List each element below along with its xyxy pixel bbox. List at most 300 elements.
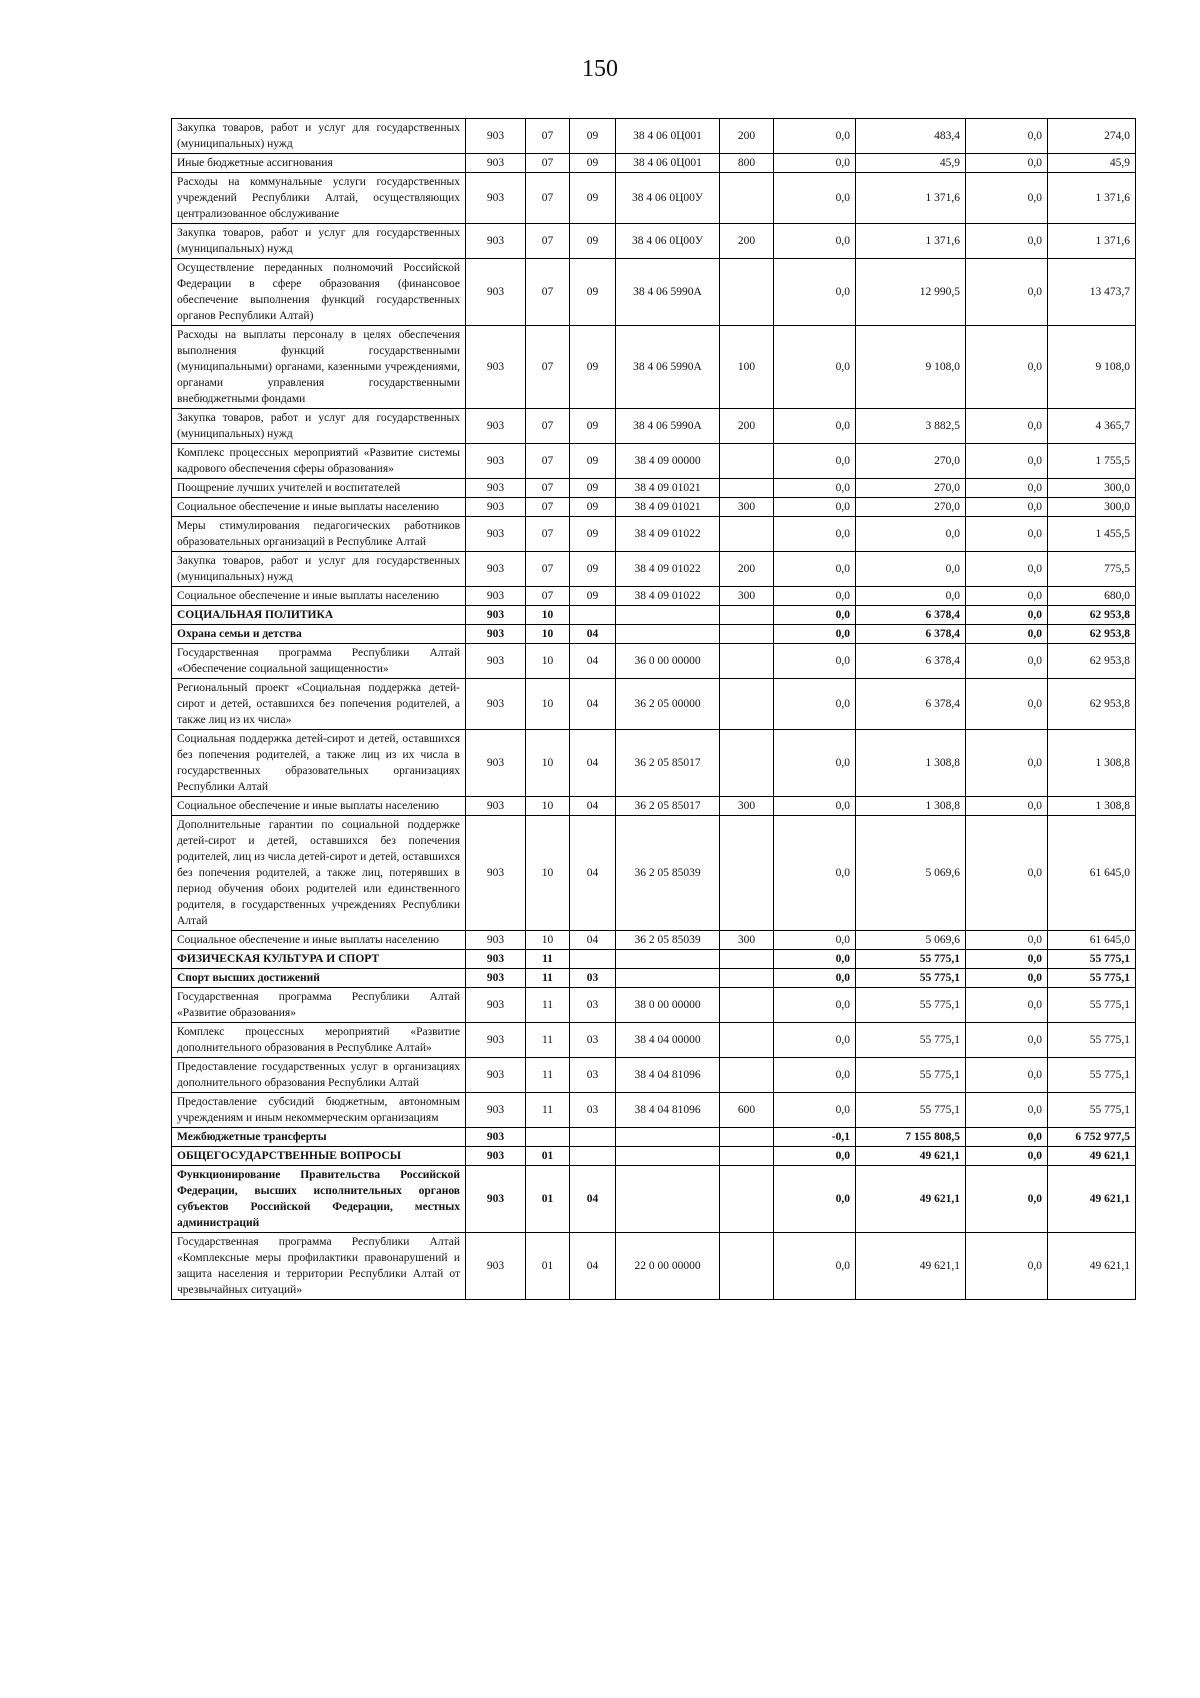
- cell-grbs: 903: [466, 444, 526, 479]
- cell-expense-type: 600: [720, 1093, 774, 1128]
- row-name: ФИЗИЧЕСКАЯ КУЛЬТУРА И СПОРТ: [172, 950, 466, 969]
- cell-expense-type: [720, 517, 774, 552]
- cell-grbs: 903: [466, 950, 526, 969]
- cell-amount-4: 1 371,6: [1048, 224, 1136, 259]
- row-name: Социальное обеспечение и иные выплаты населению: [172, 498, 466, 517]
- cell-amount-3: 0,0: [966, 326, 1048, 409]
- cell-amount-2: 9 108,0: [856, 326, 966, 409]
- cell-amount-1: 0,0: [774, 409, 856, 444]
- cell-amount-2: 45,9: [856, 154, 966, 173]
- row-name: ОБЩЕГОСУДАРСТВЕННЫЕ ВОПРОСЫ: [172, 1147, 466, 1166]
- row-name: Государственная программа Республики Алтай «Развитие образования»: [172, 988, 466, 1023]
- cell-subsection: 09: [570, 552, 616, 587]
- cell-amount-1: 0,0: [774, 479, 856, 498]
- cell-expense-type: [720, 479, 774, 498]
- cell-subsection: 04: [570, 931, 616, 950]
- table-row: [172, 587, 1136, 606]
- cell-amount-2: 7 155 808,5: [856, 1128, 966, 1147]
- cell-amount-2: 6 378,4: [856, 679, 966, 730]
- row-name: Социальное обеспечение и иные выплаты населению: [172, 931, 466, 950]
- cell-amount-2: 49 621,1: [856, 1233, 966, 1300]
- cell-expense-type: 300: [720, 587, 774, 606]
- cell-amount-2: 1 308,8: [856, 797, 966, 816]
- cell-grbs: 903: [466, 816, 526, 931]
- cell-target-article: [616, 625, 720, 644]
- row-name: Межбюджетные трансферты: [172, 1128, 466, 1147]
- cell-amount-4: 1 455,5: [1048, 517, 1136, 552]
- table-row: [172, 679, 1136, 730]
- row-name: Охрана семьи и детства: [172, 625, 466, 644]
- cell-expense-type: [720, 816, 774, 931]
- cell-subsection: 03: [570, 1093, 616, 1128]
- cell-amount-4: 62 953,8: [1048, 644, 1136, 679]
- cell-target-article: 38 4 06 0Ц00У: [616, 173, 720, 224]
- cell-target-article: 38 4 06 5990А: [616, 326, 720, 409]
- table-row: [172, 969, 1136, 988]
- cell-subsection: 09: [570, 444, 616, 479]
- cell-grbs: 903: [466, 644, 526, 679]
- cell-target-article: 22 0 00 00000: [616, 1233, 720, 1300]
- table-row: [172, 816, 1136, 931]
- cell-amount-3: 0,0: [966, 730, 1048, 797]
- cell-expense-type: 300: [720, 931, 774, 950]
- cell-amount-1: 0,0: [774, 154, 856, 173]
- cell-amount-1: 0,0: [774, 587, 856, 606]
- cell-amount-1: 0,0: [774, 1233, 856, 1300]
- cell-section: 07: [526, 444, 570, 479]
- cell-amount-4: 775,5: [1048, 552, 1136, 587]
- table-row: [172, 517, 1136, 552]
- cell-amount-3: 0,0: [966, 552, 1048, 587]
- cell-section: 10: [526, 931, 570, 950]
- table-row: [172, 1058, 1136, 1093]
- cell-grbs: 903: [466, 517, 526, 552]
- cell-grbs: 903: [466, 173, 526, 224]
- cell-grbs: 903: [466, 1058, 526, 1093]
- cell-amount-1: -0,1: [774, 1128, 856, 1147]
- cell-amount-1: 0,0: [774, 950, 856, 969]
- cell-section: 10: [526, 606, 570, 625]
- cell-amount-3: 0,0: [966, 988, 1048, 1023]
- cell-target-article: 36 2 05 85017: [616, 797, 720, 816]
- table-row: [172, 154, 1136, 173]
- cell-grbs: 903: [466, 679, 526, 730]
- cell-grbs: 903: [466, 498, 526, 517]
- cell-subsection: 03: [570, 1023, 616, 1058]
- table-row: [172, 931, 1136, 950]
- cell-amount-1: 0,0: [774, 552, 856, 587]
- cell-target-article: 38 4 06 0Ц00У: [616, 224, 720, 259]
- cell-amount-3: 0,0: [966, 625, 1048, 644]
- cell-target-article: 38 4 09 01021: [616, 498, 720, 517]
- page-number: 150: [582, 56, 618, 82]
- cell-subsection: 04: [570, 644, 616, 679]
- cell-grbs: 903: [466, 1147, 526, 1166]
- cell-amount-3: 0,0: [966, 1093, 1048, 1128]
- row-name: Осуществление переданных полномочий Российской Федерации в сфере образования (финансовое обеспечение выполнения функций государственных органов Республики Алтай): [172, 259, 466, 326]
- cell-target-article: 36 2 05 00000: [616, 679, 720, 730]
- table-row: [172, 644, 1136, 679]
- cell-section: 07: [526, 587, 570, 606]
- cell-expense-type: [720, 173, 774, 224]
- cell-expense-type: [720, 1023, 774, 1058]
- cell-subsection: 04: [570, 1166, 616, 1233]
- cell-amount-2: 0,0: [856, 517, 966, 552]
- cell-target-article: 36 2 05 85039: [616, 816, 720, 931]
- cell-section: 11: [526, 1058, 570, 1093]
- cell-amount-4: 55 775,1: [1048, 988, 1136, 1023]
- table-row: [172, 224, 1136, 259]
- cell-amount-3: 0,0: [966, 969, 1048, 988]
- cell-amount-1: 0,0: [774, 931, 856, 950]
- cell-subsection: 09: [570, 326, 616, 409]
- cell-subsection: [570, 1147, 616, 1166]
- cell-grbs: 903: [466, 931, 526, 950]
- cell-amount-4: 49 621,1: [1048, 1147, 1136, 1166]
- cell-amount-1: 0,0: [774, 644, 856, 679]
- cell-grbs: 903: [466, 587, 526, 606]
- cell-amount-2: 55 775,1: [856, 1093, 966, 1128]
- cell-expense-type: [720, 969, 774, 988]
- table-row: [172, 1093, 1136, 1128]
- cell-amount-4: 49 621,1: [1048, 1233, 1136, 1300]
- cell-amount-2: 55 775,1: [856, 950, 966, 969]
- table-row: [172, 606, 1136, 625]
- cell-amount-1: 0,0: [774, 730, 856, 797]
- cell-section: 10: [526, 730, 570, 797]
- cell-amount-1: 0,0: [774, 679, 856, 730]
- cell-target-article: 38 4 06 5990А: [616, 409, 720, 444]
- cell-amount-2: 5 069,6: [856, 816, 966, 931]
- cell-amount-3: 0,0: [966, 444, 1048, 479]
- cell-amount-1: 0,0: [774, 1023, 856, 1058]
- cell-subsection: 09: [570, 173, 616, 224]
- cell-expense-type: 200: [720, 119, 774, 154]
- cell-amount-2: 49 621,1: [856, 1147, 966, 1166]
- cell-section: 11: [526, 988, 570, 1023]
- row-name: Социальное обеспечение и иные выплаты населению: [172, 797, 466, 816]
- cell-amount-3: 0,0: [966, 173, 1048, 224]
- table-row: [172, 1147, 1136, 1166]
- cell-expense-type: 200: [720, 409, 774, 444]
- cell-section: 07: [526, 552, 570, 587]
- cell-subsection: 09: [570, 409, 616, 444]
- cell-amount-4: 62 953,8: [1048, 606, 1136, 625]
- cell-amount-1: 0,0: [774, 1147, 856, 1166]
- cell-grbs: 903: [466, 988, 526, 1023]
- row-name: Функционирование Правительства Российской Федерации, высших исполнительных органов субъектов Российской Федерации, местных администраций: [172, 1166, 466, 1233]
- cell-target-article: 36 2 05 85039: [616, 931, 720, 950]
- cell-section: 11: [526, 969, 570, 988]
- cell-expense-type: 300: [720, 498, 774, 517]
- cell-amount-4: 680,0: [1048, 587, 1136, 606]
- cell-section: 10: [526, 816, 570, 931]
- cell-target-article: 38 4 09 01022: [616, 517, 720, 552]
- cell-amount-2: 270,0: [856, 498, 966, 517]
- table-row: [172, 173, 1136, 224]
- table-row: [172, 950, 1136, 969]
- cell-amount-4: 62 953,8: [1048, 679, 1136, 730]
- cell-amount-1: 0,0: [774, 517, 856, 552]
- cell-section: 07: [526, 224, 570, 259]
- cell-amount-3: 0,0: [966, 119, 1048, 154]
- table-row: [172, 409, 1136, 444]
- cell-subsection: 09: [570, 517, 616, 552]
- cell-subsection: [570, 950, 616, 969]
- cell-section: 07: [526, 479, 570, 498]
- cell-amount-2: 5 069,6: [856, 931, 966, 950]
- cell-target-article: 38 4 04 00000: [616, 1023, 720, 1058]
- table-row: [172, 1166, 1136, 1233]
- cell-amount-3: 0,0: [966, 1166, 1048, 1233]
- cell-amount-3: 0,0: [966, 644, 1048, 679]
- cell-amount-3: 0,0: [966, 1058, 1048, 1093]
- cell-amount-4: 55 775,1: [1048, 950, 1136, 969]
- cell-amount-1: 0,0: [774, 969, 856, 988]
- row-name: Иные бюджетные ассигнования: [172, 154, 466, 173]
- cell-target-article: [616, 969, 720, 988]
- cell-amount-2: 1 308,8: [856, 730, 966, 797]
- cell-grbs: 903: [466, 552, 526, 587]
- cell-amount-2: 1 371,6: [856, 224, 966, 259]
- cell-section: 10: [526, 625, 570, 644]
- cell-target-article: [616, 1166, 720, 1233]
- cell-expense-type: [720, 1147, 774, 1166]
- cell-amount-4: 1 371,6: [1048, 173, 1136, 224]
- row-name: Закупка товаров, работ и услуг для государственных (муниципальных) нужд: [172, 552, 466, 587]
- cell-amount-1: 0,0: [774, 498, 856, 517]
- cell-expense-type: [720, 730, 774, 797]
- cell-expense-type: 200: [720, 224, 774, 259]
- cell-subsection: 09: [570, 224, 616, 259]
- cell-amount-4: 9 108,0: [1048, 326, 1136, 409]
- cell-amount-2: 55 775,1: [856, 1023, 966, 1058]
- cell-subsection: 09: [570, 119, 616, 154]
- cell-target-article: [616, 1147, 720, 1166]
- cell-grbs: 903: [466, 479, 526, 498]
- table-row: [172, 797, 1136, 816]
- cell-amount-2: 270,0: [856, 479, 966, 498]
- cell-amount-1: 0,0: [774, 1093, 856, 1128]
- row-name: Дополнительные гарантии по социальной поддержке детей-сирот и детей, оставшихся без попечения родителей, лиц из числа детей-сирот и детей, оставшихся без попечения родителей, а также лиц, потерявших в период обучения обоих родителей или единственного родителя, в государственных учреждениях Республики Алтай: [172, 816, 466, 931]
- cell-amount-4: 4 365,7: [1048, 409, 1136, 444]
- cell-grbs: 903: [466, 326, 526, 409]
- cell-subsection: 04: [570, 730, 616, 797]
- cell-target-article: 38 4 06 0Ц001: [616, 154, 720, 173]
- cell-amount-3: 0,0: [966, 259, 1048, 326]
- table-row: [172, 259, 1136, 326]
- cell-grbs: 903: [466, 625, 526, 644]
- cell-amount-4: 49 621,1: [1048, 1166, 1136, 1233]
- cell-section: 10: [526, 679, 570, 730]
- cell-amount-2: 0,0: [856, 587, 966, 606]
- cell-expense-type: [720, 625, 774, 644]
- row-name: Социальная поддержка детей-сирот и детей, оставшихся без попечения родителей, а также лиц из их числа в государственных образовательных организациях Республики Алтай: [172, 730, 466, 797]
- table-row: [172, 1023, 1136, 1058]
- cell-grbs: 903: [466, 1233, 526, 1300]
- row-name: Государственная программа Республики Алтай «Комплексные меры профилактики правонарушений и защита населения и территории Республики Алтай от чрезвычайных ситуаций»: [172, 1233, 466, 1300]
- row-name: Поощрение лучших учителей и воспитателей: [172, 479, 466, 498]
- cell-amount-1: 0,0: [774, 797, 856, 816]
- cell-amount-1: 0,0: [774, 259, 856, 326]
- row-name: Расходы на выплаты персоналу в целях обеспечения выполнения функций государственными (муниципальными) органами, казенными учреждениями, органами управления государственными внебюджетными фондами: [172, 326, 466, 409]
- table-row: [172, 988, 1136, 1023]
- cell-amount-4: 1 308,8: [1048, 797, 1136, 816]
- row-name: Социальное обеспечение и иные выплаты населению: [172, 587, 466, 606]
- table-row: [172, 1233, 1136, 1300]
- cell-grbs: 903: [466, 224, 526, 259]
- cell-grbs: 903: [466, 730, 526, 797]
- cell-amount-2: 55 775,1: [856, 988, 966, 1023]
- row-name: Спорт высших достижений: [172, 969, 466, 988]
- cell-grbs: 903: [466, 119, 526, 154]
- cell-amount-2: 483,4: [856, 119, 966, 154]
- table-row: [172, 1128, 1136, 1147]
- cell-target-article: 36 2 05 85017: [616, 730, 720, 797]
- cell-section: 07: [526, 154, 570, 173]
- cell-amount-2: 6 378,4: [856, 625, 966, 644]
- cell-grbs: 903: [466, 409, 526, 444]
- row-name: Комплекс процессных мероприятий «Развитие дополнительного образования в Республике Алтай»: [172, 1023, 466, 1058]
- table-row: [172, 479, 1136, 498]
- cell-section: [526, 1128, 570, 1147]
- cell-amount-3: 0,0: [966, 816, 1048, 931]
- cell-subsection: 03: [570, 988, 616, 1023]
- cell-section: 07: [526, 498, 570, 517]
- cell-amount-2: 270,0: [856, 444, 966, 479]
- cell-subsection: 03: [570, 1058, 616, 1093]
- cell-target-article: 38 4 09 01022: [616, 552, 720, 587]
- cell-amount-4: 274,0: [1048, 119, 1136, 154]
- cell-amount-1: 0,0: [774, 173, 856, 224]
- budget-table-body: [172, 119, 1136, 1300]
- cell-amount-4: 55 775,1: [1048, 969, 1136, 988]
- cell-amount-2: 0,0: [856, 552, 966, 587]
- table-row: [172, 444, 1136, 479]
- cell-expense-type: 300: [720, 797, 774, 816]
- budget-table: [171, 118, 1136, 1300]
- cell-amount-2: 12 990,5: [856, 259, 966, 326]
- row-name: Предоставление государственных услуг в организациях дополнительного образования Республики Алтай: [172, 1058, 466, 1093]
- cell-expense-type: [720, 259, 774, 326]
- cell-expense-type: [720, 950, 774, 969]
- cell-subsection: 09: [570, 587, 616, 606]
- cell-section: 01: [526, 1147, 570, 1166]
- cell-amount-3: 0,0: [966, 498, 1048, 517]
- cell-subsection: 04: [570, 1233, 616, 1300]
- cell-amount-4: 13 473,7: [1048, 259, 1136, 326]
- cell-amount-3: 0,0: [966, 517, 1048, 552]
- cell-grbs: 903: [466, 1023, 526, 1058]
- cell-amount-4: 55 775,1: [1048, 1023, 1136, 1058]
- cell-expense-type: [720, 1128, 774, 1147]
- cell-grbs: 903: [466, 797, 526, 816]
- cell-amount-3: 0,0: [966, 1023, 1048, 1058]
- cell-expense-type: [720, 606, 774, 625]
- cell-amount-3: 0,0: [966, 1233, 1048, 1300]
- cell-section: 07: [526, 259, 570, 326]
- cell-section: 01: [526, 1166, 570, 1233]
- cell-subsection: 09: [570, 498, 616, 517]
- cell-amount-3: 0,0: [966, 606, 1048, 625]
- cell-amount-2: 1 371,6: [856, 173, 966, 224]
- cell-section: 07: [526, 326, 570, 409]
- table-row: [172, 498, 1136, 517]
- cell-subsection: 04: [570, 625, 616, 644]
- cell-amount-4: 1 755,5: [1048, 444, 1136, 479]
- cell-target-article: 38 0 00 00000: [616, 988, 720, 1023]
- cell-target-article: 38 4 09 01021: [616, 479, 720, 498]
- cell-amount-4: 6 752 977,5: [1048, 1128, 1136, 1147]
- cell-target-article: 38 4 09 01022: [616, 587, 720, 606]
- row-name: СОЦИАЛЬНАЯ ПОЛИТИКА: [172, 606, 466, 625]
- cell-amount-1: 0,0: [774, 119, 856, 154]
- cell-grbs: 903: [466, 969, 526, 988]
- cell-grbs: 903: [466, 1093, 526, 1128]
- cell-section: 07: [526, 173, 570, 224]
- table-row: [172, 730, 1136, 797]
- cell-amount-4: 55 775,1: [1048, 1058, 1136, 1093]
- cell-amount-3: 0,0: [966, 931, 1048, 950]
- cell-amount-4: 300,0: [1048, 479, 1136, 498]
- cell-expense-type: 800: [720, 154, 774, 173]
- table-row: [172, 119, 1136, 154]
- cell-amount-3: 0,0: [966, 479, 1048, 498]
- cell-amount-1: 0,0: [774, 988, 856, 1023]
- cell-target-article: 38 4 06 5990А: [616, 259, 720, 326]
- row-name: Меры стимулирования педагогических работников образовательных организаций в Республике Алтай: [172, 517, 466, 552]
- cell-amount-2: 3 882,5: [856, 409, 966, 444]
- cell-amount-4: 300,0: [1048, 498, 1136, 517]
- cell-amount-3: 0,0: [966, 679, 1048, 730]
- cell-expense-type: 100: [720, 326, 774, 409]
- cell-section: 10: [526, 644, 570, 679]
- cell-amount-3: 0,0: [966, 797, 1048, 816]
- cell-amount-1: 0,0: [774, 444, 856, 479]
- cell-subsection: 04: [570, 816, 616, 931]
- cell-target-article: 38 4 04 81096: [616, 1093, 720, 1128]
- cell-amount-1: 0,0: [774, 326, 856, 409]
- cell-expense-type: [720, 679, 774, 730]
- cell-expense-type: [720, 1166, 774, 1233]
- cell-amount-4: 1 308,8: [1048, 730, 1136, 797]
- cell-amount-2: 6 378,4: [856, 644, 966, 679]
- cell-section: 11: [526, 950, 570, 969]
- cell-expense-type: [720, 988, 774, 1023]
- table-row: [172, 326, 1136, 409]
- cell-amount-3: 0,0: [966, 1147, 1048, 1166]
- cell-amount-4: 45,9: [1048, 154, 1136, 173]
- table-row: [172, 552, 1136, 587]
- cell-amount-3: 0,0: [966, 224, 1048, 259]
- cell-section: 07: [526, 517, 570, 552]
- row-name: Закупка товаров, работ и услуг для государственных (муниципальных) нужд: [172, 224, 466, 259]
- cell-amount-1: 0,0: [774, 1058, 856, 1093]
- cell-target-article: 38 4 09 00000: [616, 444, 720, 479]
- cell-section: 01: [526, 1233, 570, 1300]
- cell-subsection: 03: [570, 969, 616, 988]
- cell-target-article: 36 0 00 00000: [616, 644, 720, 679]
- cell-amount-3: 0,0: [966, 409, 1048, 444]
- cell-expense-type: [720, 1058, 774, 1093]
- cell-target-article: 38 4 06 0Ц001: [616, 119, 720, 154]
- cell-amount-3: 0,0: [966, 154, 1048, 173]
- cell-section: 07: [526, 119, 570, 154]
- cell-amount-2: 49 621,1: [856, 1166, 966, 1233]
- cell-subsection: 04: [570, 797, 616, 816]
- cell-target-article: [616, 1128, 720, 1147]
- cell-amount-3: 0,0: [966, 950, 1048, 969]
